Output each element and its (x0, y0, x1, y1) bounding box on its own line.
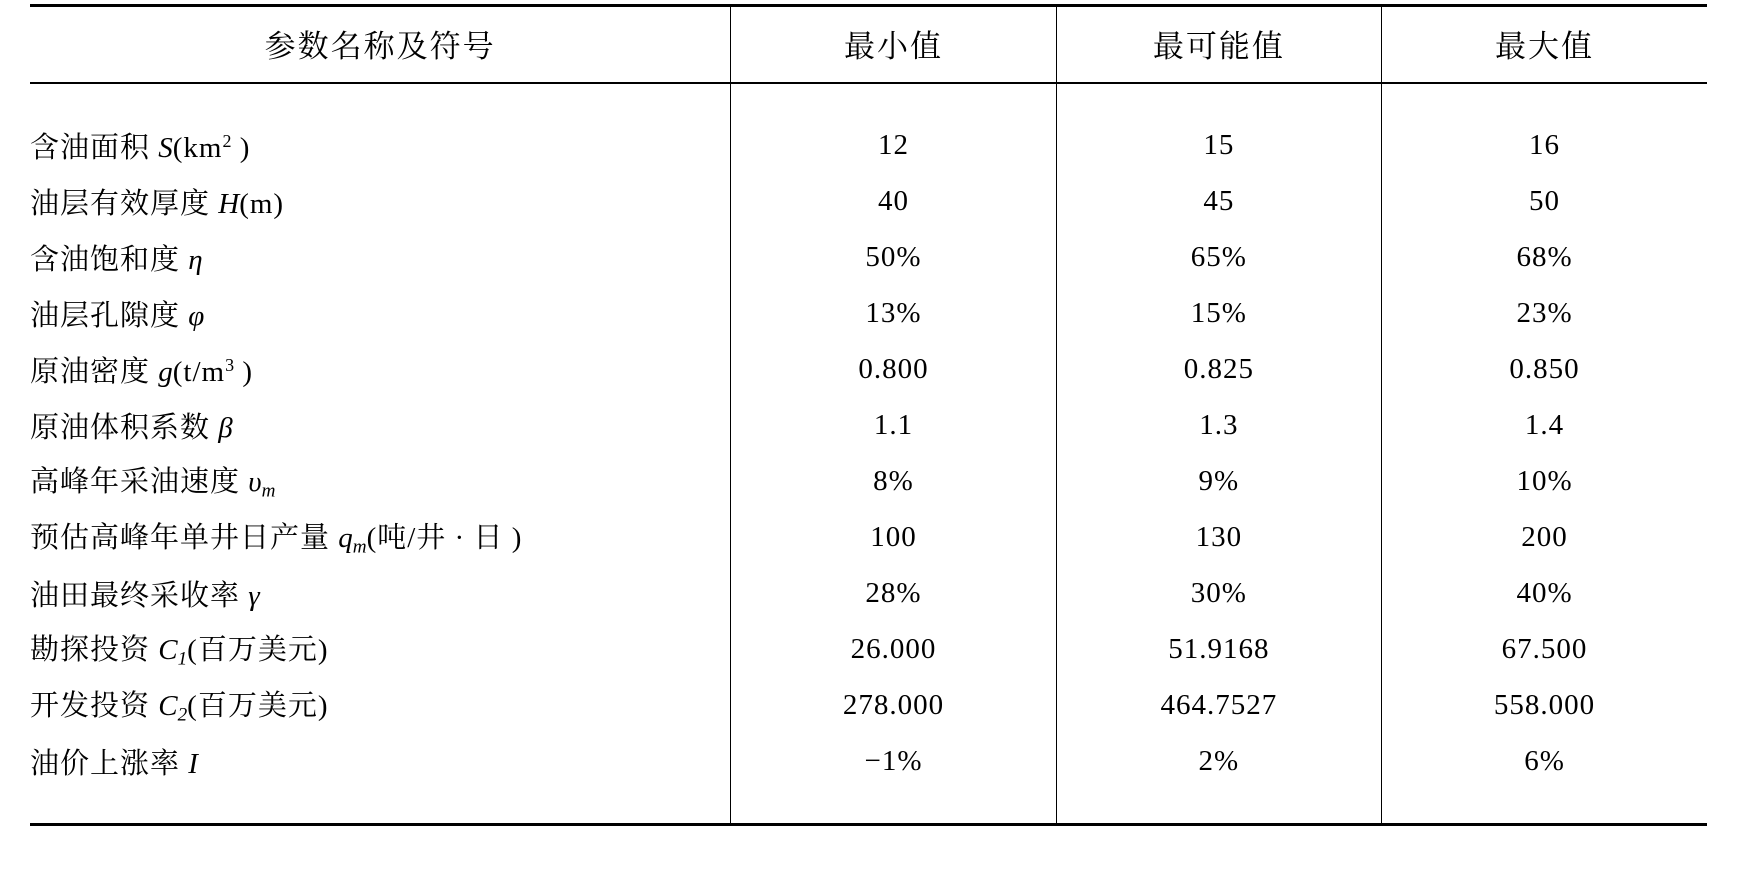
parameter-max-cell: 50 (1382, 173, 1707, 229)
parameter-name-cell: 油层孔隙度 φ (30, 299, 205, 332)
parameter-likely-cell: 130 (1056, 509, 1381, 565)
table-header-row (30, 6, 1707, 84)
parameter-min-cell: 40 (731, 173, 1056, 229)
table-row (30, 285, 1707, 341)
parameter-min-cell: 26.000 (731, 621, 1056, 677)
parameter-min-cell: 13% (731, 285, 1056, 341)
column-header-max: 最大值 (1382, 6, 1707, 84)
parameter-likely-cell: 30% (1056, 565, 1381, 621)
parameter-max-cell: 558.000 (1382, 677, 1707, 733)
parameter-likely-cell: 51.9168 (1056, 621, 1381, 677)
parameter-name-cell: 高峰年采油速度 $\upsilon_m$ (30, 466, 276, 502)
table-spacer-cell (1382, 83, 1707, 117)
table-spacer-cell (30, 83, 731, 117)
document-page (0, 4, 1737, 894)
parameter-min-cell: 50% (731, 229, 1056, 285)
parameter-min-cell: 100 (731, 509, 1056, 565)
parameter-likely-cell: 15% (1056, 285, 1381, 341)
parameter-name-cell: 油田最终采收率 γ (30, 579, 260, 612)
table-row (30, 677, 1707, 733)
parameter-likely-cell: 464.7527 (1056, 677, 1381, 733)
table-row (30, 733, 1707, 789)
parameter-max-cell: 6% (1382, 733, 1707, 789)
parameter-min-cell: 1.1 (731, 397, 1056, 453)
parameter-name-cell: 油价上涨率 I (30, 747, 198, 780)
parameter-name-cell: 含油面积 $S(km^2$ ) (30, 130, 251, 164)
parameter-max-cell: 67.500 (1382, 621, 1707, 677)
parameter-min-cell: 28% (731, 565, 1056, 621)
table-row (30, 229, 1707, 285)
table-row (30, 117, 1707, 173)
table-row (30, 509, 1707, 565)
parameter-max-cell: 16 (1382, 117, 1707, 173)
table-row (30, 565, 1707, 621)
table-header (30, 6, 1707, 84)
parameter-name-cell: 原油体积系数 β (30, 411, 233, 444)
parameter-max-cell: 200 (1382, 509, 1707, 565)
table-spacer-cell (30, 789, 731, 825)
table-spacer-row (30, 83, 1707, 117)
table-row (30, 621, 1707, 677)
parameters-table (30, 4, 1707, 826)
parameter-min-cell: 0.800 (731, 341, 1056, 397)
parameter-name-cell: 预估高峰年单井日产量 $q_m$(吨/井 · 日 ) (30, 522, 523, 558)
table-row (30, 341, 1707, 397)
parameter-max-cell: 10% (1382, 453, 1707, 509)
parameter-name-cell: 油层有效厚度 H(m) (30, 187, 285, 220)
parameter-max-cell: 1.4 (1382, 397, 1707, 453)
parameter-likely-cell: 1.3 (1056, 397, 1381, 453)
parameter-min-cell: 8% (731, 453, 1056, 509)
column-header-likely: 最可能值 (1056, 6, 1381, 84)
parameter-likely-cell: 9% (1056, 453, 1381, 509)
table-row (30, 173, 1707, 229)
parameter-name-cell: 勘探投资 $C_1$(百万美元) (30, 634, 329, 670)
parameter-min-cell: −1% (731, 733, 1056, 789)
parameter-likely-cell: 0.825 (1056, 341, 1381, 397)
column-header-parameter: 参数名称及符号 (30, 6, 731, 84)
parameter-likely-cell: 45 (1056, 173, 1381, 229)
parameter-min-cell: 12 (731, 117, 1056, 173)
parameter-name-cell: 原油密度 $g(t/m^3$ ) (30, 354, 254, 388)
table-row (30, 453, 1707, 509)
parameter-name-cell: 开发投资 $C_2$(百万美元) (30, 690, 329, 726)
parameter-max-cell: 0.850 (1382, 341, 1707, 397)
parameter-likely-cell: 65% (1056, 229, 1381, 285)
table-spacer-cell (1056, 83, 1381, 117)
table-spacer-cell (1056, 789, 1381, 825)
table-body (30, 83, 1707, 825)
table-spacer-cell (731, 789, 1056, 825)
parameter-name-cell: 含油饱和度 η (30, 243, 203, 276)
table-row (30, 397, 1707, 453)
parameter-max-cell: 68% (1382, 229, 1707, 285)
parameter-min-cell: 278.000 (731, 677, 1056, 733)
parameter-likely-cell: 15 (1056, 117, 1381, 173)
parameter-max-cell: 40% (1382, 565, 1707, 621)
parameter-likely-cell: 2% (1056, 733, 1381, 789)
parameter-max-cell: 23% (1382, 285, 1707, 341)
table-spacer-cell (731, 83, 1056, 117)
table-spacer-row (30, 789, 1707, 825)
column-header-min: 最小值 (731, 6, 1056, 84)
table-spacer-cell (1382, 789, 1707, 825)
